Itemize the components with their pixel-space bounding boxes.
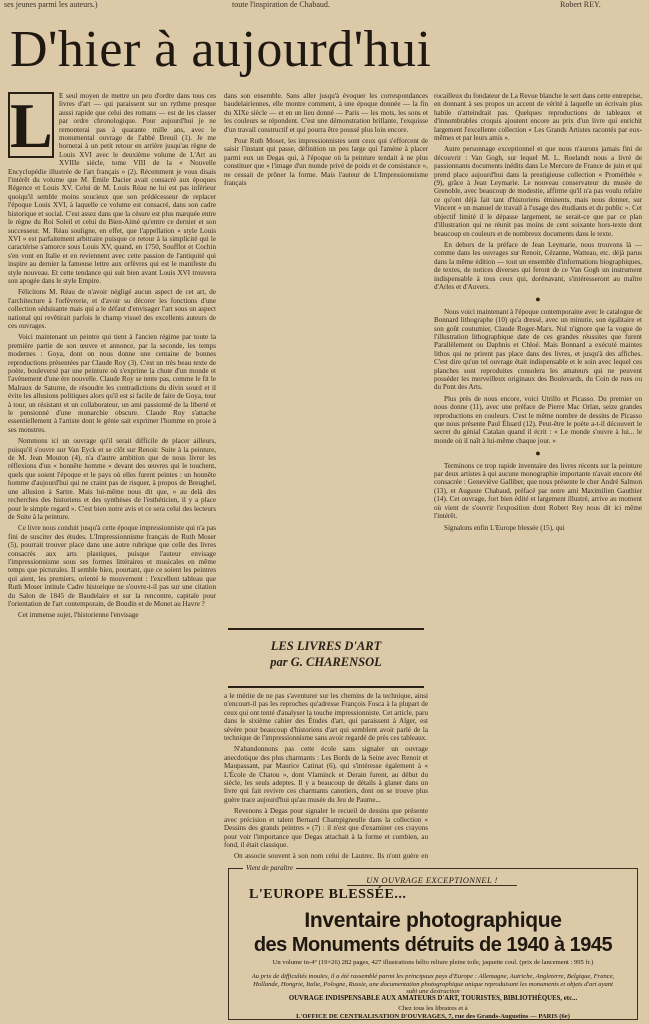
header-strip [0, 0, 649, 12]
ad-booksellers: Chez tous les libraires et à [398, 1005, 468, 1012]
header-center: toute l'inspiration de Chabaud. [232, 0, 330, 9]
ad-exceptional-label: UN OUVRAGE EXCEPTIONNEL ! [347, 875, 517, 886]
header-left: ses jeunes parmi les auteurs.) [4, 0, 98, 9]
paragraph: Nous voici maintenant à l'époque contemporaine avec le catalogue de Bonnard lithographe (10) qu'a dressé, avec un minutie, son égalitaire et son goût coutumier, Claude Roger-Marx. Nul n'ignore que la vogue de l'illustration lithographique date de ces grandes réussites que furent Parallèlement ou Daphnis et Chloé. Mais Bonnard a exécuté maintes lithos qui ne prirent pas place dans des livres, et jusqu'à des affiches. C'est dire qu'un tel ouvrage était indispensable et le soin avec lequel ces planches sont reproduites consolera les amateurs qui ne peuvent posséder les merveilleux originaux des Boulevards, du Coin de rues ou du Pont des Arts. [434, 307, 642, 392]
paragraph: dans son ensemble. Sans aller jusqu'à évoquer les correspondances baudelairiennes, elle montre comment, à une époque donnée — la fin du XIXe siècle — et en un lieu donné — Paris — les mots, les sons et les couleurs se répondent. C'est une démonstration brillante, l'exquisse d'un travail constructif et qui pourra être poussé plus loin encore. [224, 92, 428, 134]
header-right: Robert REY. [560, 0, 601, 9]
column-1 [8, 92, 216, 1020]
paragraph: Terminons ce trop rapide inventaire des livres récents sur la peinture par deux artistes à qui aucune monographie importante n'avait encore été consacrée : Geneviève Galliber, que nous présente le cher André Salmon (13), et Auguste Chabaud, préfacé par notre ami Maximilien Gauthier (14). Cet ouvrage, fort bien édité et largement illustré, arrive au moment où vient de s'ouvrir l'exposition dont Robert Rey nous dit ici même l'intérêt. [434, 461, 642, 521]
drop-cap-l: L [10, 92, 53, 161]
column-2-lower [224, 692, 428, 860]
book-advertisement [228, 864, 638, 1020]
paragraph: Revenons à Degas pour signaler le recueil de dessins que présente avec précision et talent Bernard Champigneulle dans la collection « Dessins des grands peintres » (7) : il n'est que d'examiner ces crayons pour voir l'importance que Degas attachait à la forme et combien, au fond, il était classique. [224, 807, 428, 849]
page-title: D'hier à aujourd'hui [10, 21, 432, 78]
paragraph: Ce livre nous conduit jusqu'à cette époque impressionniste qui n'a pas fini de susciter des études. L'Impressionnisme français de Ruth Moser (5), pourrait trouver place dans une autre rubrique que celle des livres consacrés aux arts plastiques, puisque l'auteur envisage l'impressionnisme sous ses formes littéraires et musicales en même temps que picturales. Il semble bien, pourtant, que ce soient les peintres qui aient, les premiers, orienté le mouvement : l'excellent tableau que Ruth Moser intitule Cadre historique ne s'ouvre-t-il pas sur une citation du Salon de 1845 de Baudelaire et sur la rencontre, capitale pour l'orientation de l'art contemporain, de Boudin et de Monet au Havre ? [8, 524, 216, 608]
paragraph: Nommons ici un ouvrage qu'il serait difficile de placer ailleurs, puisqu'il s'ouvre sur Van Eyck et se clôt sur Renoir. Suite à la peinture, de M. Jean Mouton (4), n'a d'autre ambition que de nous livrer les réflexions d'un « honnête homme » devant des œuvres qui le touchent, quels que soient l'époque et le pays où elles furent peintes : un honnête homme d'aujourd'hui qui ne craint pas de risquer, à propos de Breughel, une allusion à Sartre. Mais lui-même nous dit que, « au delà des recherches des historiens et des synthèses de l'esthéticien, il y a place pour le simple regard ». C'est bien notre avis et ce sera celui des lecteurs de Suite à la peinture. [8, 437, 216, 521]
byline-author: par G. CHARENSOL [270, 655, 382, 669]
column-2-upper [224, 92, 428, 622]
paragraph: En dehors de la préface de Jean Leymarie, nous trouvons là — comme dans les ouvrages sur Renoir, Cézanne, Watteau, etc. déjà parus dans la même édition — tout un ensemble d'informations biographiques, de textes, de notices diverses qui feront de ce Van Gogh un instrument indispensable à tous ceux qui, dorénavant, s'intéresseront au maître d'Arles et d'Auvers. [434, 240, 642, 291]
ad-description: Au prix de difficultés inouïes, il a été rassemblé parmi les principaux pays d'Europe : Allemagne, Autriche, Angleterre, Belgique, France, Hollande, Hongrie, Italie, Pologne, Russie, une documentation photographique unique reproduisant les monuments et objets d'art ayant subi une destruction [251, 973, 615, 996]
paragraph: Cet immense sujet, l'historienne l'envisage [18, 611, 139, 620]
paragraph: Signalons enfin L'Europe blessée (15), qui [444, 523, 565, 532]
paragraph: Félicitons M. Réau de n'avoir négligé aucun aspect de cet art, de l'architecture à l'orfèvrerie, et d'avoir su décorer les fonctions d'une collection séduisante mais qui a le défaut d'envisager l'art sous un aspect national qui revêtirait parfois le champ visuel des excellents auteurs de ces ouvrages. [8, 288, 216, 330]
ad-tag: Vient de paraître [243, 864, 296, 872]
paragraph: N'abandonnons pas cette école sans signaler un ouvrage anecdotique des plus charmants : Les Bords de la Seine avec Renoir et Maupassant, par Maurice Catinat (6), qui s'intéresse également à « L'École de Chatou », dont Vlaminck et Derain furent, au début du siècle, les seuls adeptes. Il y a beaucoup de détails à glaner dans un livre qui fait revivre ces charmants canotiers, dont on se trouve plus guère trace aujourd'hui qu'au musée du Jeu de Paume... [224, 745, 428, 804]
paragraph: Pour Ruth Moser, les impressionnistes sont ceux qui s'efforcent de saisir l'instant qui passe, définition un peu large qui l'amène à placer parmi eux un Degas qui, à l'époque où la peinture tendait à ne plus constituer que « l'image d'un monde privé de poids et de consistance », ne cessait de prôner la forme. Mais l'auteur de L'Impressionnisme français [224, 137, 428, 188]
section-bullet: ● [535, 448, 541, 459]
column-3 [434, 92, 642, 860]
paragraph: Voici maintenant un peintre qui tient à l'ancien régime par toute la première partie de son œuvre et annonce, par la seconde, les temps modernes : Goya, dont on nous donne une centaine de bonnes reproductions présentées par Claude Roy (3). C'est un très beau texte de poète, bouleversé par une peinture où s'exprime la chute d'un monde et l'avènement d'une ère nouvelle. Claude Roy se tente pas, comme le fit le Malraux de Saturne, de résoudre les contradictions du divin sourd et il évite les allusions politiques alors qu'il est si facile de faire de Goya, tour à tour, un résistant et un collaborateur, un ami passionné de la liberté et le pensionné d'une monarchie obscure. Claude Roy s'attache essentiellement à l'artiste dont le génie sait exprimer l'homme en proie à ses monstres. [8, 333, 216, 434]
ad-publisher: L'OFFICE DE CENTRALISATION D'OUVRAGES, 7, rue des Grands-Augustins — PARIS (6e) [296, 1013, 570, 1020]
ad-audience: OUVRAGE INDISPENSABLE AUX AMATEURS D'ART, TOURISTES, BIBLIOTHÈQUES, etc... [288, 995, 578, 1002]
paragraph: Autre personnage exceptionnel et que nous n'aurons jamais fini de découvrir : Van Gogh, sur lequel M. L. Roelandt nous a livré de passionnants documents inédits dans Le Mercure de France de juin et qui prend place aujourd'hui dans la prestigieuse collection « Prométhée » (9), grâce à Jean Leymarie. Le nouveau conservateur du musée de Grenoble, avec beaucoup de modestie, affirme qu'il n'a pas voulu refaire ce qu'ont déjà fait tant d'historiens éminents, mais nous donner, sur Vincent « un manuel de travail à l'usage des étudiants et du public ». Cet objectif limité il le dépasse largement, ne serait-ce que par ce plan d'illustration qui ne réunit pas moins de cent soixante hors-texte dont beaucoup en couleurs et de nombreux documents dans le texte. [434, 145, 642, 238]
ad-specs: Un volume in-4° (19×26) 282 pages, 427 illustrations hélio reliure pleine toile, jaquette coul. (prix de lancement : 995 fr.) [272, 959, 594, 966]
ad-headline-2: des Monuments détruits de 1940 à 1945 [253, 934, 613, 956]
paragraph: E seul moyen de mettre un peu d'ordre dans tous ces livres d'art — qui paraissent sur un rythme presque aussi rapide que celui des romans — est de les classer par ordre chronologique. Pour aujourd'hui je ne remonterai pas à quarante mille ans, avec le monumental ouvrage de l'abbé Breuil (1). Je me bornerai à un petit retour en arrière jusqu'au règne de Louis XVI avec le deuxième volume de L'Art au XVIIIe siècle, tome VIII de la « Nouvelle Encyclopédie illustrée de l'art français » (2). Récemment je vous disais l'intérêt du volume que M. Émile Dacier avait consacré aux époques Régence et Louis XV. Celui de M. Louis Réau ne lui est pas inférieur quoiqu'il semble moins soucieux que son prédécesseur de replacer l'époque Louis XVI, à laquelle ce volume est consacré, dans son cadre historique et social. C'est assez dans que la césure est plus marquée entre le règne du Roi Soleil et celui du Bien-Aimé qu'entre ce dernier et son successeur. M. Réau souligne, en effet, que l'appellation « style Louis XVI » est parfaitement arbitraire puisque ce retour à la simplicité qui le caractérise s'amorce sous Louis XV, quand, en 1750, Soufflot et Cochin s'en vont en Italie et en reviennent avec cette passion de l'antiquité qui inspire au dernier la fameuse lettre aux orfèvres qui est le manifeste du style nouveau. Et cette tendance qui suit bien avant Louis XVI trouvera son apogée dans le style Empire. [8, 92, 216, 285]
byline-heading: LES LIVRES D'ART [270, 639, 382, 653]
paragraph: a le mérite de ne pas s'aventurer sur les chemins de la technique, ainsi n'encourt-il pas les reproches qu'adresse François Fosca à la plupart de ceux qui ont tenté d'analyser la touche impressionniste. Cet article, paru dans le sixième cahier des Études d'art, qui paraissent à Alger, est sévère pour beaucoup d'historiens d'art qui semblent avoir parlé de la technique de l'impressionnisme sans avoir regardé de près ces tableaux. [224, 692, 428, 743]
paragraph: On associe souvent à son nom celui de Lautrec. Ils n'ont guère en [234, 852, 428, 860]
section-bullet: ● [535, 294, 541, 305]
paragraph: rocailleux du fondateur de La Revue blanche le sert dans cette entreprise, en donnant à ses propos un accent de vérité à laquelle un écrivain plus habile n'atteindrait pas. Quelques reproductions de tableaux et d'innombrables croquis ajoutent encore au prix d'un livre qui enrichit largement l'excellente collection « Les Grands Artistes racontés par eux-mêmes et par leurs amis ». [434, 92, 642, 143]
paragraph: Plus près de nous encore, voici Utrillo et Picasso. Du premier on nous donne (11), avec une préface de Pierre Mac Orlan, seize grandes reproductions en couleurs. C'est le même nombre de dessins de Picasso que nous présente Paul Éluard (12). Peut-être le poète a-t-il découvert le secret du génial Catalan quand il écrit : « Le monde s'ouvre à lui... le monde où il naît à lui-même chaque jour. » [434, 394, 642, 445]
article-byline [228, 628, 424, 688]
ad-headline-1: Inventaire photographique [304, 909, 562, 932]
ad-book-title: L'EUROPE BLESSÉE... [249, 887, 407, 902]
